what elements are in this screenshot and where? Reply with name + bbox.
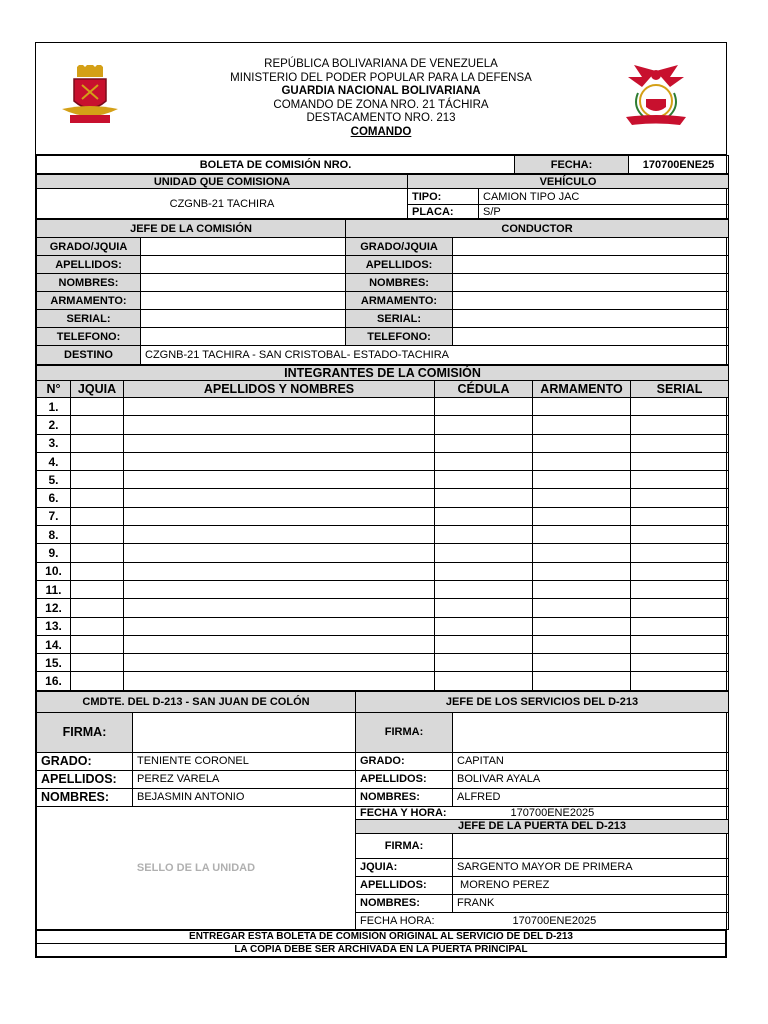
- placa-label: PLACA:: [408, 205, 479, 219]
- integrante-cell: [71, 526, 124, 544]
- servicios-firma-label: FIRMA:: [356, 712, 453, 752]
- integrantes-column-header: CÉDULA: [435, 381, 533, 398]
- integrante-number: 14.: [37, 635, 71, 653]
- jefe-field-label: ARMAMENTO:: [37, 292, 141, 310]
- integrante-number: 2.: [37, 416, 71, 434]
- integrante-cell: [124, 489, 435, 507]
- cmdte-grado-label: GRADO:: [37, 752, 133, 770]
- cmdte-apellidos-value: PEREZ VARELA: [133, 770, 356, 788]
- footer-line-2: LA COPIA DEBE SER ARCHIVADA EN LA PUERTA PRINCIPAL: [37, 943, 726, 956]
- integrante-cell: [631, 452, 729, 470]
- integrante-cell: [533, 635, 631, 653]
- integrante-cell: [124, 617, 435, 635]
- integrantes-column-header: SERIAL: [631, 381, 729, 398]
- integrante-row: [37, 452, 729, 470]
- placa-value: S/P: [479, 205, 729, 219]
- integrante-number: 16.: [37, 672, 71, 690]
- integrante-cell: [631, 599, 729, 617]
- conductor-field-value: [453, 256, 729, 274]
- integrante-cell: [435, 599, 533, 617]
- integrante-cell: [435, 617, 533, 635]
- puerta-nombres-value: FRANK: [453, 894, 729, 912]
- integrantes-title: INTEGRANTES DE LA COMISIÓN: [37, 366, 729, 381]
- vehiculo-label: VEHÍCULO: [408, 175, 729, 189]
- jefe-field-label: SERIAL:: [37, 310, 141, 328]
- servicios-fecha-label: FECHA Y HORA:: [356, 806, 453, 819]
- integrantes-column-header: N°: [37, 381, 71, 398]
- integrante-cell: [533, 562, 631, 580]
- servicios-fecha-value: 170700ENE2025: [453, 806, 729, 819]
- integrante-cell: [631, 544, 729, 562]
- integrante-row: [37, 398, 729, 416]
- conductor-field-value: [453, 238, 729, 256]
- unidad-value: CZGNB-21 TACHIRA: [37, 189, 408, 219]
- jefe-servicios-title: JEFE DE LOS SERVICIOS DEL D-213: [356, 691, 729, 712]
- integrante-number: 4.: [37, 452, 71, 470]
- integrante-cell: [124, 452, 435, 470]
- integrante-cell: [435, 654, 533, 672]
- servicios-firma-field: [453, 712, 729, 752]
- integrante-cell: [533, 654, 631, 672]
- fecha-value: 170700ENE25: [629, 156, 729, 174]
- integrante-number: 11.: [37, 580, 71, 598]
- integrante-cell: [435, 398, 533, 416]
- cmdte-title: CMDTE. DEL D-213 - SAN JUAN DE COLÓN: [37, 691, 356, 712]
- conductor-field-label: APELLIDOS:: [346, 256, 453, 274]
- jefe-field-value: [141, 292, 346, 310]
- integrante-cell: [631, 434, 729, 452]
- jefe-comision-title: JEFE DE LA COMISIÓN: [37, 220, 346, 238]
- puerta-fecha-label: FECHA HORA:: [356, 912, 453, 929]
- integrante-cell: [631, 562, 729, 580]
- header-line-6: COMANDO: [350, 125, 412, 138]
- unidad-vehiculo-table: [36, 174, 729, 219]
- integrante-cell: [533, 489, 631, 507]
- servicios-nombres-value: ALFRED: [453, 788, 729, 806]
- sello-unidad: SELLO DE LA UNIDAD: [37, 806, 356, 929]
- jefe-field-value: [141, 256, 346, 274]
- integrante-cell: [124, 544, 435, 562]
- integrante-cell: [71, 452, 124, 470]
- integrante-cell: [124, 416, 435, 434]
- integrante-cell: [631, 635, 729, 653]
- cmdte-grado-value: TENIENTE CORONEL: [133, 752, 356, 770]
- integrante-cell: [124, 434, 435, 452]
- integrante-cell: [533, 599, 631, 617]
- integrante-cell: [124, 526, 435, 544]
- integrante-number: 3.: [37, 434, 71, 452]
- puerta-apellidos-label: APELLIDOS:: [356, 876, 453, 894]
- puerta-firma-field: [453, 833, 729, 858]
- integrante-cell: [533, 416, 631, 434]
- tipo-label: TIPO:: [408, 189, 479, 205]
- jefe-conductor-row: [37, 292, 729, 310]
- fecha-label: FECHA:: [515, 156, 629, 174]
- integrante-cell: [124, 635, 435, 653]
- conductor-field-value: [453, 328, 729, 346]
- header-line-3: GUARDIA NACIONAL BOLIVARIANA: [281, 85, 481, 98]
- integrante-cell: [631, 398, 729, 416]
- servicios-apellidos-label: APELLIDOS:: [356, 770, 453, 788]
- integrante-number: 10.: [37, 562, 71, 580]
- boleta-table: [36, 155, 729, 174]
- integrante-cell: [533, 672, 631, 690]
- integrante-row: [37, 544, 729, 562]
- jefe-field-label: GRADO/JQUIA: [37, 238, 141, 256]
- integrante-number: 7.: [37, 507, 71, 525]
- integrante-cell: [124, 398, 435, 416]
- integrante-cell: [533, 398, 631, 416]
- jefe-field-label: TELEFONO:: [37, 328, 141, 346]
- jefe-field-value: [141, 328, 346, 346]
- integrante-cell: [631, 489, 729, 507]
- conductor-field-label: NOMBRES:: [346, 274, 453, 292]
- integrante-cell: [71, 599, 124, 617]
- integrante-cell: [71, 544, 124, 562]
- cmdte-firma-field: [133, 712, 356, 752]
- integrante-cell: [435, 580, 533, 598]
- integrante-cell: [533, 580, 631, 598]
- jefe-field-label: NOMBRES:: [37, 274, 141, 292]
- firmas-table: [36, 691, 729, 930]
- integrante-number: 6.: [37, 489, 71, 507]
- integrante-number: 1.: [37, 398, 71, 416]
- integrante-cell: [435, 635, 533, 653]
- jefe-conductor-row: [37, 274, 729, 292]
- integrante-row: [37, 434, 729, 452]
- integrante-cell: [631, 672, 729, 690]
- integrante-number: 12.: [37, 599, 71, 617]
- integrante-row: [37, 562, 729, 580]
- integrante-cell: [533, 526, 631, 544]
- form-header: [36, 43, 726, 155]
- integrante-cell: [71, 398, 124, 416]
- integrante-cell: [124, 599, 435, 617]
- servicios-nombres-label: NOMBRES:: [356, 788, 453, 806]
- integrantes-column-header: APELLIDOS Y NOMBRES: [124, 381, 435, 398]
- servicios-apellidos-value: BOLIVAR AYALA: [453, 770, 729, 788]
- integrante-cell: [435, 672, 533, 690]
- puerta-jquia-label: JQUIA:: [356, 858, 453, 876]
- integrante-row: [37, 617, 729, 635]
- integrante-cell: [631, 654, 729, 672]
- integrante-number: 5.: [37, 471, 71, 489]
- destino-value: CZGNB-21 TACHIRA - SAN CRISTOBAL- ESTADO-TACHIRA: [141, 346, 729, 365]
- tipo-value: CAMION TIPO JAC: [479, 189, 729, 205]
- integrante-cell: [435, 544, 533, 562]
- integrante-row: [37, 489, 729, 507]
- header-line-5: DESTACAMENTO NRO. 213: [306, 112, 456, 125]
- jefe-conductor-table: [36, 219, 729, 365]
- integrante-cell: [533, 507, 631, 525]
- integrante-cell: [631, 617, 729, 635]
- integrante-cell: [71, 416, 124, 434]
- integrante-cell: [124, 672, 435, 690]
- integrantes-table: [36, 365, 729, 691]
- footer-line-1: ENTREGAR ESTA BOLETA DE COMISIÓN ORIGINAL AL SERVICIO DE DEL D-213: [37, 930, 726, 943]
- integrante-row: [37, 580, 729, 598]
- jefe-conductor-row: [37, 310, 729, 328]
- integrante-cell: [631, 507, 729, 525]
- integrante-cell: [435, 416, 533, 434]
- integrante-row: [37, 507, 729, 525]
- boleta-title: BOLETA DE COMISIÓN NRO.: [37, 156, 515, 174]
- conductor-title: CONDUCTOR: [346, 220, 729, 238]
- integrante-cell: [71, 654, 124, 672]
- integrante-cell: [71, 672, 124, 690]
- integrante-cell: [533, 452, 631, 470]
- integrante-cell: [631, 526, 729, 544]
- integrante-cell: [435, 489, 533, 507]
- integrantes-column-header: ARMAMENTO: [533, 381, 631, 398]
- integrante-row: [37, 599, 729, 617]
- conductor-field-label: ARMAMENTO:: [346, 292, 453, 310]
- integrante-cell: [631, 580, 729, 598]
- jefe-field-value: [141, 310, 346, 328]
- conductor-field-label: TELEFONO:: [346, 328, 453, 346]
- header-line-4: COMANDO DE ZONA NRO. 21 TÁCHIRA: [273, 98, 489, 111]
- header-line-1: REPÚBLICA BOLIVARIANA DE VENEZUELA: [264, 58, 498, 70]
- jefe-conductor-row: [37, 238, 729, 256]
- integrante-cell: [71, 489, 124, 507]
- integrante-cell: [71, 617, 124, 635]
- jefe-field-value: [141, 238, 346, 256]
- servicios-grado-label: GRADO:: [356, 752, 453, 770]
- cmdte-nombres-value: BEJASMIN ANTONIO: [133, 788, 356, 806]
- integrante-row: [37, 635, 729, 653]
- cmdte-apellidos-label: APELLIDOS:: [37, 770, 133, 788]
- conductor-field-label: SERIAL:: [346, 310, 453, 328]
- puerta-apellidos-value: MORENO PEREZ: [453, 876, 729, 894]
- puerta-jquia-value: SARGENTO MAYOR DE PRIMERA: [453, 858, 729, 876]
- integrante-row: [37, 526, 729, 544]
- jefe-field-value: [141, 274, 346, 292]
- integrante-cell: [71, 507, 124, 525]
- integrante-cell: [124, 654, 435, 672]
- conductor-field-value: [453, 310, 729, 328]
- conductor-field-value: [453, 274, 729, 292]
- jefe-puerta-title: JEFE DE LA PUERTA DEL D-213: [356, 819, 729, 833]
- integrante-cell: [71, 635, 124, 653]
- cmdte-nombres-label: NOMBRES:: [37, 788, 133, 806]
- cmdte-firma-label: FIRMA:: [37, 712, 133, 752]
- puerta-firma-label: FIRMA:: [356, 833, 453, 858]
- integrante-number: 9.: [37, 544, 71, 562]
- unidad-label: UNIDAD QUE COMISIONA: [37, 175, 408, 189]
- integrante-cell: [435, 526, 533, 544]
- integrante-cell: [71, 434, 124, 452]
- integrante-cell: [124, 562, 435, 580]
- integrante-cell: [124, 471, 435, 489]
- integrante-cell: [71, 580, 124, 598]
- integrante-cell: [435, 471, 533, 489]
- integrante-number: 13.: [37, 617, 71, 635]
- integrante-row: [37, 672, 729, 690]
- integrante-cell: [533, 617, 631, 635]
- integrante-cell: [435, 507, 533, 525]
- footer-table: [36, 930, 726, 957]
- integrante-cell: [124, 580, 435, 598]
- integrante-cell: [533, 544, 631, 562]
- integrante-cell: [533, 471, 631, 489]
- integrante-row: [37, 416, 729, 434]
- header-line-2: MINISTERIO DEL PODER POPULAR PARA LA DEFENSA: [230, 71, 532, 84]
- servicios-grado-value: CAPITAN: [453, 752, 729, 770]
- integrante-row: [37, 471, 729, 489]
- jefe-field-label: APELLIDOS:: [37, 256, 141, 274]
- integrantes-column-header: JQUIA: [71, 381, 124, 398]
- destacamento-eagle-crest-icon: [624, 65, 688, 136]
- puerta-nombres-label: NOMBRES:: [356, 894, 453, 912]
- integrante-cell: [71, 562, 124, 580]
- comision-form: [35, 42, 727, 958]
- integrante-row: [37, 654, 729, 672]
- puerta-fecha-value: 170700ENE2025: [453, 912, 729, 929]
- integrante-cell: [124, 507, 435, 525]
- integrante-cell: [71, 471, 124, 489]
- integrante-cell: [631, 416, 729, 434]
- integrante-cell: [533, 434, 631, 452]
- integrante-cell: [631, 471, 729, 489]
- destino-label: DESTINO: [37, 346, 141, 365]
- integrante-cell: [435, 452, 533, 470]
- jefe-conductor-row: [37, 328, 729, 346]
- integrante-cell: [435, 562, 533, 580]
- integrante-number: 15.: [37, 654, 71, 672]
- integrante-number: 8.: [37, 526, 71, 544]
- conductor-field-label: GRADO/JQUIA: [346, 238, 453, 256]
- integrante-cell: [435, 434, 533, 452]
- jefe-conductor-row: [37, 256, 729, 274]
- conductor-field-value: [453, 292, 729, 310]
